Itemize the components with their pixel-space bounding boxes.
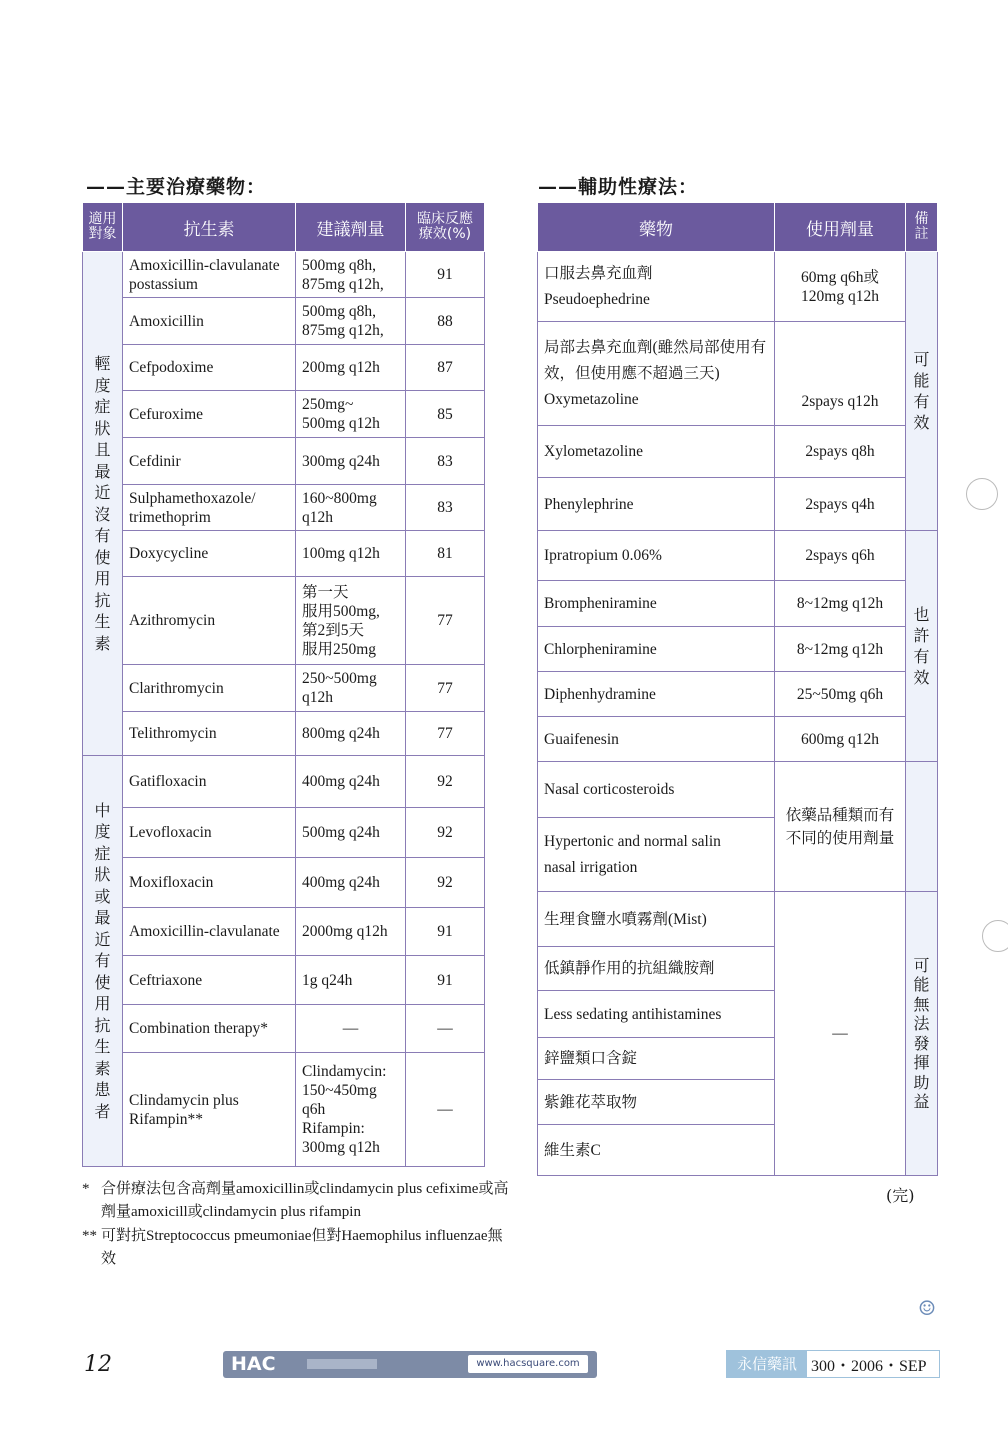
adjunct-table <box>537 202 938 1176</box>
footnote-combination <box>82 1178 512 1224</box>
efficacy-cell: 92 <box>406 858 485 908</box>
footnote-text: 合併療法包含高劑量amoxicillin或clindamycin plus cefixime或高劑量amoxicill或clindamycin plus rifampin <box>101 1181 509 1220</box>
efficacy-cell: 85 <box>406 391 485 438</box>
note-empty <box>906 762 938 892</box>
efficacy-cell: 81 <box>406 531 485 577</box>
antibiotic-table <box>82 202 485 1167</box>
footnote-mark: * <box>82 1181 90 1197</box>
header-antibiotic: 抗生素 <box>123 203 296 252</box>
drug-cell: Diphenhydramine <box>538 672 775 717</box>
drug-cell: Amoxicillin <box>123 298 296 345</box>
footnote-clindamycin <box>82 1225 512 1271</box>
dose-cell: 400mg q24h <box>296 756 406 808</box>
group-mild: 輕 度 症 狀 且 最 近 沒 有 使 用 抗 生 素 <box>83 252 123 756</box>
drug-cell: Amoxicillin-clavulanate postassium <box>123 252 296 298</box>
efficacy-cell: 91 <box>406 956 485 1005</box>
header-efficacy: 臨床反應 療效(%) <box>406 203 485 252</box>
dose-cell: 200mg q12h <box>296 345 406 391</box>
dose-cell: 250mg~ 500mg q12h <box>296 391 406 438</box>
header-dose: 建議劑量 <box>296 203 406 252</box>
efficacy-cell: 88 <box>406 298 485 345</box>
drug-cell: 鋅鹽類口含錠 <box>538 1038 775 1080</box>
dose-cell: 2spays q4h <box>775 478 906 531</box>
header-usage-dose: 使用劑量 <box>775 203 906 252</box>
dose-cell: 300mg q24h <box>296 438 406 485</box>
binder-hole <box>966 478 998 510</box>
dose-cell: 25~50mg q6h <box>775 672 906 717</box>
dose-cell: 2000mg q12h <box>296 908 406 956</box>
efficacy-cell: — <box>406 1053 485 1167</box>
efficacy-cell: 83 <box>406 438 485 485</box>
drug-cell: Nasal corticosteroids <box>538 762 775 818</box>
drug-cell: Chlorpheniramine <box>538 627 775 672</box>
drug-cell: Azithromycin <box>123 577 296 665</box>
drug-cell: Amoxicillin-clavulanate <box>123 908 296 956</box>
drug-cell: 低鎮靜作用的抗組織胺劑 <box>538 947 775 991</box>
drug-cell: Hypertonic and normal salin nasal irrigation <box>538 818 775 892</box>
dose-cell: 2spays q8h <box>775 426 906 478</box>
drug-cell: Gatifloxacin <box>123 756 296 808</box>
dose-cell: 100mg q12h <box>296 531 406 577</box>
page-number: 12 <box>84 1352 112 1377</box>
dose-cell: 8~12mg q12h <box>775 627 906 672</box>
dose-cell: Clindamycin: 150~450mg q6h Rifampin: 300mg q12h <box>296 1053 406 1167</box>
drug-cell: Levofloxacin <box>123 808 296 858</box>
dose-cell: 2spays q6h <box>775 531 906 581</box>
dose-cell: 8~12mg q12h <box>775 581 906 627</box>
drug-cell: Ipratropium 0.06% <box>538 531 775 581</box>
dose-cell: 160~800mg q12h <box>296 485 406 531</box>
dose-cell: 400mg q24h <box>296 858 406 908</box>
drug-cell: Guaifenesin <box>538 717 775 762</box>
drug-cell: 紫錐花萃取物 <box>538 1080 775 1125</box>
group-moderate: 中 度 症 狀 或 最 近 有 使 用 抗 生 素 患 者 <box>83 756 123 1167</box>
efficacy-cell: 92 <box>406 808 485 858</box>
drug-cell: Xylometazoline <box>538 426 775 478</box>
drug-cell: Cefpodoxime <box>123 345 296 391</box>
footnote-mark: ** <box>82 1228 97 1244</box>
note-maybe-effective: 也 許 有 效 <box>906 531 938 762</box>
drug-cell: 生理食鹽水噴霧劑(Mist) <box>538 892 775 947</box>
dose-cell: 依藥品種類而有 不同的使用劑量 <box>775 762 906 892</box>
dose-cell: 500mg q8h, 875mg q12h, <box>296 252 406 298</box>
dose-cell: 600mg q12h <box>775 717 906 762</box>
main-treatment-title: ——主要治療藥物： <box>86 176 267 198</box>
banner-url: www.hacsquare.com <box>468 1355 588 1373</box>
efficacy-cell: 91 <box>406 252 485 298</box>
drug-cell: 口服去鼻充血劑 Pseudoephedrine <box>538 252 775 322</box>
drug-cell: Doxycycline <box>123 531 296 577</box>
dose-cell: 250~500mg q12h <box>296 665 406 712</box>
journal-issue: 300・2006・SEP <box>811 1358 927 1375</box>
drug-cell: Cefdinir <box>123 438 296 485</box>
efficacy-cell: 92 <box>406 756 485 808</box>
note-may-not-help: 可 能 無 法 發 揮 助 益 <box>906 892 938 1176</box>
dose-cell: 2spays q12h <box>775 322 906 426</box>
drug-cell: Telithromycin <box>123 712 296 756</box>
drug-cell: Clarithromycin <box>123 665 296 712</box>
header-drug: 藥物 <box>538 203 775 252</box>
efficacy-cell: 77 <box>406 665 485 712</box>
banner-tagline-graphic <box>307 1359 377 1369</box>
header-note: 備 註 <box>906 203 938 252</box>
dose-cell: — <box>296 1005 406 1053</box>
efficacy-cell: 77 <box>406 577 485 665</box>
dose-cell: 500mg q24h <box>296 808 406 858</box>
dose-cell: 60mg q6h或 120mg q12h <box>775 252 906 322</box>
binder-hole <box>982 920 1008 952</box>
efficacy-cell: 77 <box>406 712 485 756</box>
note-possibly-effective: 可 能 有 效 <box>906 252 938 531</box>
adjunct-therapy-title: ——輔助性療法： <box>538 176 699 198</box>
hac-logo: HAC <box>231 1353 276 1375</box>
journal-badge <box>726 1350 940 1378</box>
efficacy-cell: 87 <box>406 345 485 391</box>
dose-cell: 800mg q24h <box>296 712 406 756</box>
drug-cell: Ceftriaxone <box>123 956 296 1005</box>
dose-cell: — <box>775 892 906 1176</box>
efficacy-cell: 91 <box>406 908 485 956</box>
journal-name: 永信藥訊 <box>727 1351 807 1377</box>
drug-cell: Phenylephrine <box>538 478 775 531</box>
mascot-icon: ☺ <box>918 1296 936 1320</box>
header-target: 適用 對象 <box>83 203 123 252</box>
drug-cell: Combination therapy* <box>123 1005 296 1053</box>
drug-cell: Clindamycin plus Rifampin** <box>123 1053 296 1167</box>
drug-cell: 維生素C <box>538 1125 775 1176</box>
drug-cell: Moxifloxacin <box>123 858 296 908</box>
end-mark: (完) <box>886 1186 915 1205</box>
drug-cell: Brompheniramine <box>538 581 775 627</box>
dose-cell: 500mg q8h, 875mg q12h, <box>296 298 406 345</box>
drug-cell: 局部去鼻充血劑(雖然局部使用有效，但使用應不超過三天) Oxymetazoline <box>538 322 775 426</box>
dose-cell: 1g q24h <box>296 956 406 1005</box>
footnote-text: 可對抗Streptococcus pmeumoniae但對Haemophilus influenzae無效 <box>101 1228 503 1267</box>
drug-cell: Cefuroxime <box>123 391 296 438</box>
drug-cell: Less sedating antihistamines <box>538 991 775 1038</box>
dose-cell: 第一天 服用500mg, 第2到5天 服用250mg <box>296 577 406 665</box>
drug-cell: Sulphamethoxazole/ trimethoprim <box>123 485 296 531</box>
efficacy-cell: — <box>406 1005 485 1053</box>
hac-banner <box>223 1351 597 1378</box>
efficacy-cell: 83 <box>406 485 485 531</box>
